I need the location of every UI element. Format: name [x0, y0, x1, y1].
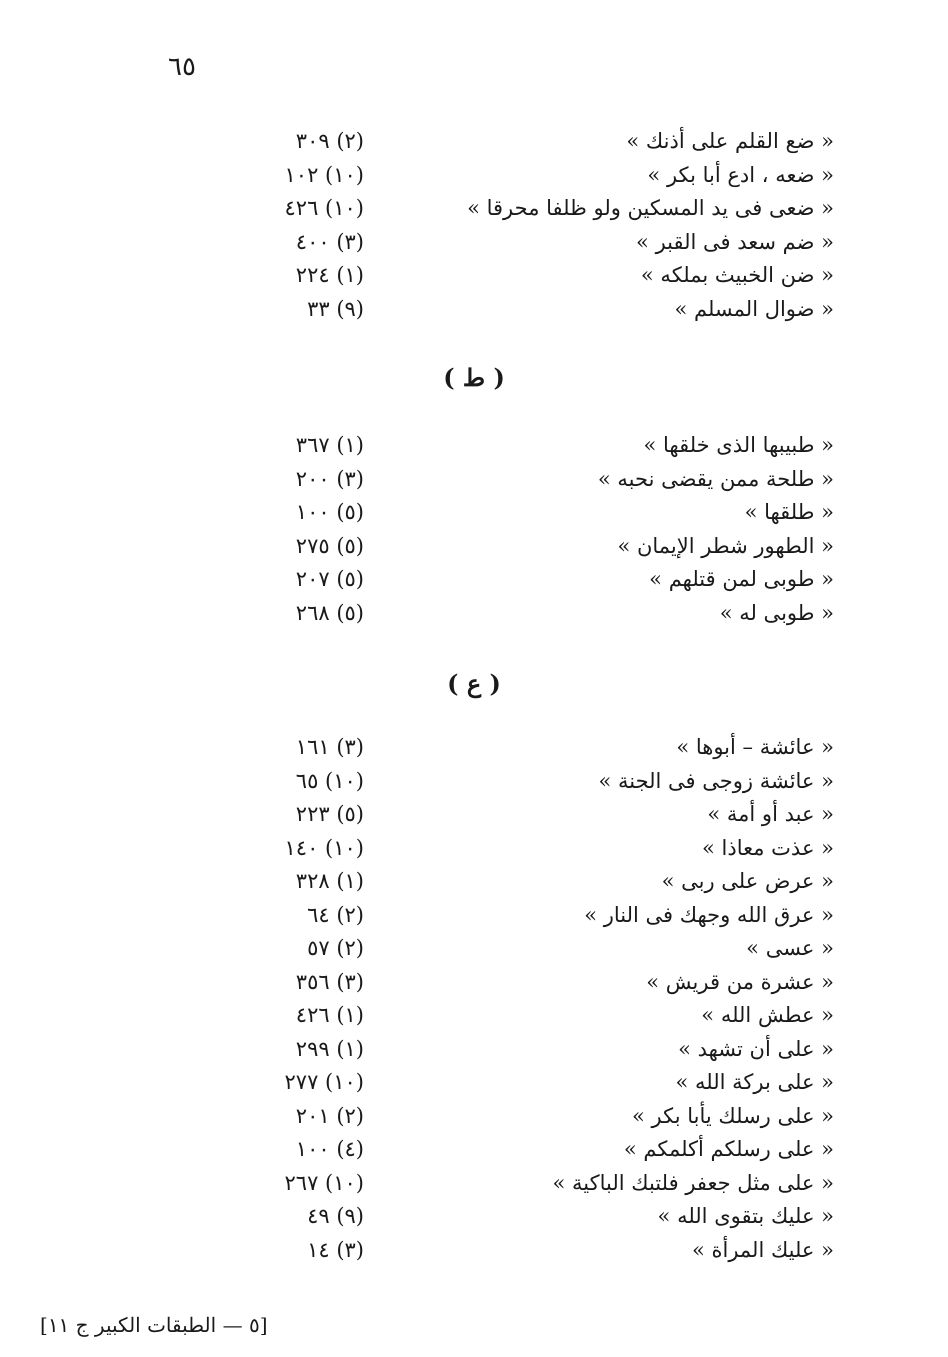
section-header-ain: ( ع ) — [447, 669, 501, 698]
list-item — [0, 496, 948, 530]
list-item — [0, 865, 948, 899]
entry-reference: (١٠) ٢٦٧ — [284, 1170, 364, 1195]
list-item — [0, 1100, 948, 1134]
entry-text: « عشرة من قريش » — [646, 969, 834, 994]
entry-reference: (٢) ٢٠١ — [295, 1103, 364, 1128]
entry-text: « على أن تشهد » — [678, 1036, 834, 1061]
list-item — [0, 530, 948, 564]
page-number: ٦٥ — [168, 52, 196, 82]
entry-text: « عرق الله وجهك فى النار » — [584, 902, 834, 927]
entry-reference: (٢) ٣٠٩ — [295, 129, 364, 153]
entry-reference: (١) ٤٢٦ — [295, 1003, 364, 1027]
entry-text: « عسى » — [746, 936, 834, 960]
section-dad — [0, 125, 948, 326]
list-item — [0, 125, 948, 159]
entry-text: « ضع القلم على أذنك » — [626, 129, 834, 153]
section-ta — [0, 429, 948, 630]
list-item — [0, 1167, 948, 1201]
list-item — [0, 463, 948, 497]
entry-text: « طوبى لمن قتلهم » — [649, 567, 834, 591]
list-item — [0, 798, 948, 832]
entry-text: « عبد أو أمة » — [707, 802, 834, 826]
entry-reference: (٢) ٥٧ — [307, 936, 364, 960]
list-item — [0, 1066, 948, 1100]
list-item — [0, 832, 948, 866]
entry-reference: (٥) ١٠٠ — [295, 500, 364, 524]
entry-reference: (١) ٢٢٤ — [295, 263, 364, 287]
entry-text: « عليك المرأة » — [691, 1237, 834, 1262]
entry-text: « عليك بتقوى الله » — [657, 1204, 834, 1228]
entry-text: « ضعه ، ادع أبا بكر » — [647, 162, 834, 187]
entry-text: « طبيبها الذى خلقها » — [643, 433, 834, 457]
entry-reference: (١) ٣٢٨ — [295, 869, 364, 893]
entry-text: « عائشة – أبوها » — [676, 735, 834, 759]
list-item — [0, 1033, 948, 1067]
list-item — [0, 192, 948, 226]
entry-text: « طلقها » — [744, 500, 834, 524]
entry-text: « طلحة ممن يقضى نحبه » — [597, 466, 834, 491]
list-item — [0, 159, 948, 193]
entry-reference: (٥) ٢٢٣ — [295, 802, 364, 826]
list-item — [0, 1200, 948, 1234]
entry-reference: (٣) ٢٠٠ — [295, 466, 364, 491]
list-item — [0, 293, 948, 327]
entry-reference: (٥) ٢٧٥ — [295, 533, 364, 558]
entry-reference: (١٠) ٤٢٦ — [284, 196, 364, 220]
list-item — [0, 226, 948, 260]
page-footer: [٥ — الطبقات الكبير ج ١١] — [40, 1313, 268, 1337]
list-item — [0, 259, 948, 293]
section-header-ta: ( ط ) — [443, 363, 505, 392]
entry-text: « ضم سعد فى القبر » — [636, 229, 834, 254]
entry-text: « على مثل جعفر فلتبك الباكية » — [552, 1170, 834, 1195]
entry-text: « عطش الله » — [701, 1003, 834, 1027]
section-ain — [0, 731, 948, 1267]
entry-text: « عرض على ربى » — [661, 869, 834, 893]
list-item — [0, 765, 948, 799]
entry-reference: (٥) ٢٦٨ — [295, 600, 364, 625]
entry-reference: (١٠) ٢٧٧ — [284, 1070, 364, 1094]
entry-reference: (٣) ١٦١ — [295, 735, 364, 759]
entry-reference: (٣) ٣٥٦ — [295, 969, 364, 994]
entry-reference: (١٠) ١٤٠ — [284, 835, 364, 860]
entry-reference: (٩) ٣٣ — [307, 296, 364, 321]
entry-reference: (٣) ٤٠٠ — [295, 229, 364, 254]
entry-text: « ضعى فى يد المسكين ولو ظلفا محرقا » — [467, 196, 834, 220]
entry-reference: (١) ٢٩٩ — [295, 1036, 364, 1061]
entry-reference: (٩) ٤٩ — [307, 1204, 364, 1228]
entry-text: « ضوال المسلم » — [674, 296, 834, 321]
entry-text: « على رسلك يأبا بكر » — [632, 1103, 834, 1128]
list-item — [0, 563, 948, 597]
list-item — [0, 597, 948, 631]
entry-reference: (٢) ٦٤ — [307, 902, 364, 927]
entry-text: « عائشة زوجى فى الجنة » — [598, 768, 834, 793]
list-item — [0, 966, 948, 1000]
entry-reference: (٣) ١٤ — [307, 1237, 364, 1262]
list-item — [0, 999, 948, 1033]
entry-reference: (٥) ٢٠٧ — [295, 567, 364, 591]
list-item — [0, 932, 948, 966]
entry-reference: (٤) ١٠٠ — [295, 1137, 364, 1161]
entry-text: « على بركة الله » — [675, 1070, 834, 1094]
entry-text: « الطهور شطر الإيمان » — [617, 533, 834, 558]
entry-reference: (١٠) ١٠٢ — [284, 162, 364, 187]
list-item — [0, 731, 948, 765]
list-item — [0, 1234, 948, 1268]
entry-reference: (١) ٣٦٧ — [295, 433, 364, 457]
list-item — [0, 1133, 948, 1167]
entry-text: « عذت معاذا » — [701, 835, 834, 860]
entry-text: « ضن الخبيث بملكه » — [640, 263, 834, 287]
list-item — [0, 899, 948, 933]
entry-text: « طوبى له » — [719, 600, 834, 625]
list-item — [0, 429, 948, 463]
entry-reference: (١٠) ٦٥ — [295, 768, 364, 793]
entry-text: « على رسلكم أكلمكم » — [623, 1137, 834, 1161]
